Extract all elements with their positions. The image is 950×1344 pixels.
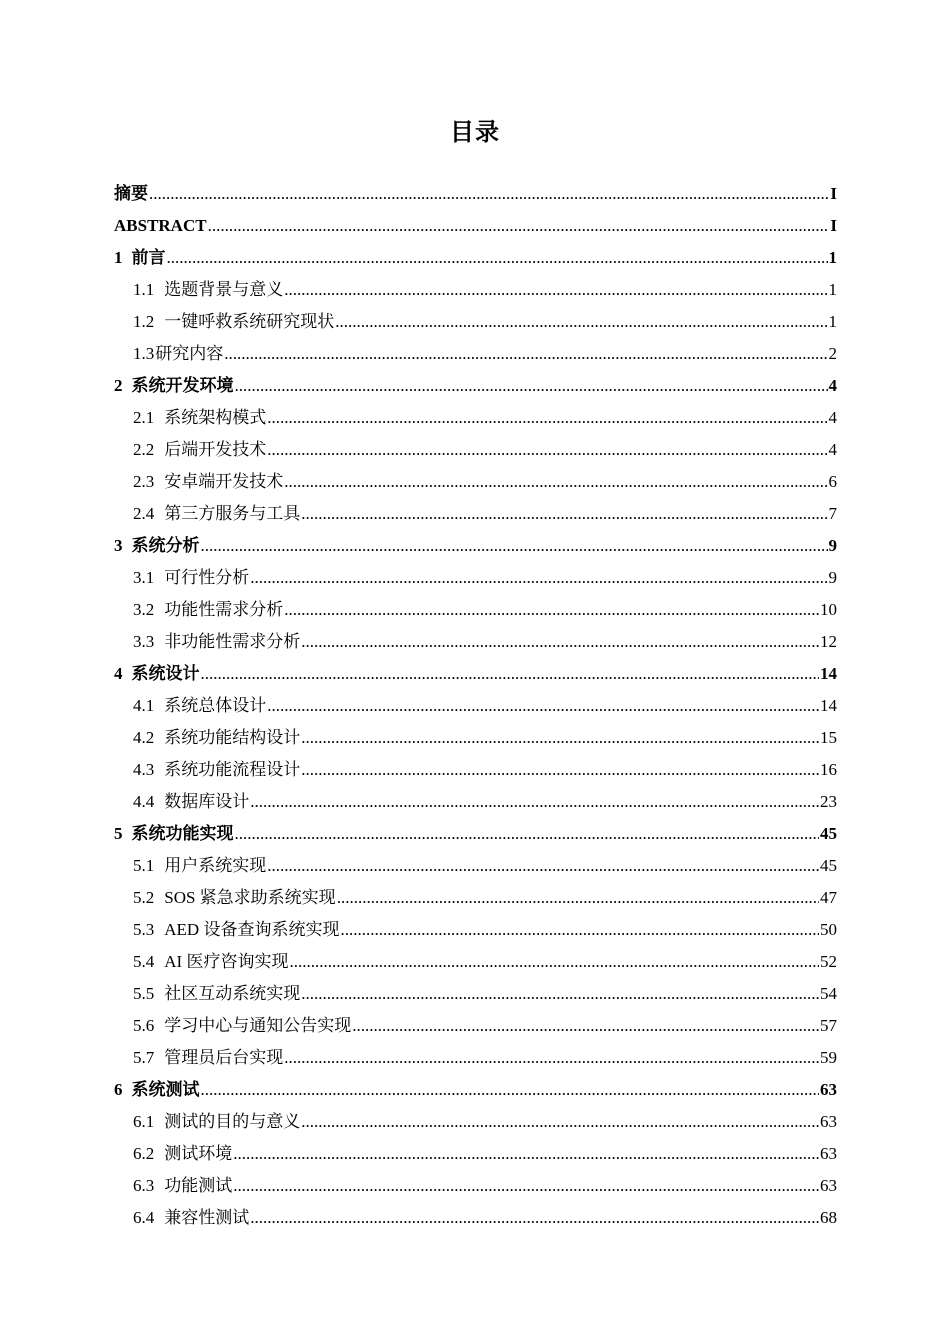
toc-entry-page-number: 14 (820, 696, 837, 715)
toc-entry-number: 4.3 (133, 760, 155, 779)
toc-entry[interactable] (114, 786, 837, 818)
toc-entry-label: 可行性分析 (164, 568, 250, 587)
toc-entry-label: 兼容性测试 (164, 1208, 250, 1227)
toc-entry-number: 3.1 (133, 568, 155, 587)
toc-entry-page-number: I (830, 216, 837, 235)
toc-dot-leader (284, 466, 827, 498)
toc-entry-page-number: 4 (828, 408, 837, 427)
toc-dot-leader (267, 690, 819, 722)
toc-dot-leader (250, 786, 819, 818)
toc-dot-leader (301, 1106, 819, 1138)
toc-entry-number: 3.2 (133, 600, 155, 619)
toc-entry-number: 5.4 (133, 952, 155, 971)
toc-entry-page-number: 7 (828, 504, 837, 523)
toc-entry-label: ABSTRACT (114, 216, 207, 235)
toc-entry-number: 1.1 (133, 280, 155, 299)
toc-entry-label: 社区互动系统实现 (164, 984, 301, 1003)
toc-entry-page-number: 4 (828, 376, 837, 395)
toc-entry-label: 系统分析 (131, 536, 200, 555)
toc-dot-leader (340, 914, 819, 946)
toc-entry[interactable] (114, 338, 837, 370)
toc-entry[interactable] (114, 722, 837, 754)
toc-entry-number: 5.5 (133, 984, 155, 1003)
toc-entry[interactable] (114, 370, 837, 402)
toc-dot-leader (337, 882, 819, 914)
toc-entry-label: 用户系统实现 (164, 856, 267, 875)
toc-dot-leader (208, 210, 830, 242)
toc-entry-number: 6.3 (133, 1176, 155, 1195)
toc-entry-label: 研究内容 (155, 344, 224, 363)
toc-entry-number: 1.3 (133, 344, 155, 363)
toc-entry-number: 5.6 (133, 1016, 155, 1035)
toc-entry-page-number: 63 (820, 1112, 837, 1131)
toc-entry-label: 学习中心与通知公告实现 (164, 1016, 352, 1035)
toc-entry-page-number: 63 (820, 1080, 837, 1099)
toc-entry-number: 4.2 (133, 728, 155, 747)
toc-entry-page-number: 45 (820, 856, 837, 875)
toc-dot-leader (149, 178, 829, 210)
toc-dot-leader (233, 1170, 819, 1202)
toc-entry[interactable] (114, 978, 837, 1010)
toc-dot-leader (301, 498, 827, 530)
toc-dot-leader (235, 818, 820, 850)
toc-entry-label: 系统设计 (131, 664, 200, 683)
toc-entry-page-number: 14 (820, 664, 837, 683)
toc-entry[interactable] (114, 1042, 837, 1074)
toc-dot-leader (284, 274, 827, 306)
toc-entry-number: 6.4 (133, 1208, 155, 1227)
toc-dot-leader (284, 594, 819, 626)
table-of-contents (114, 178, 837, 1234)
toc-entry-number: 6.2 (133, 1144, 155, 1163)
toc-entry-label: 系统总体设计 (164, 696, 267, 715)
toc-entry-label: AI 医疗咨询实现 (164, 952, 289, 971)
toc-entry[interactable] (114, 178, 837, 210)
toc-entry-label: 功能测试 (164, 1176, 233, 1195)
toc-entry[interactable] (114, 1010, 837, 1042)
toc-dot-leader (267, 850, 819, 882)
toc-entry-number: 3 (114, 536, 123, 555)
toc-entry[interactable] (114, 658, 837, 690)
toc-entry[interactable] (114, 754, 837, 786)
toc-entry-page-number: 9 (828, 568, 837, 587)
toc-entry[interactable] (114, 210, 837, 242)
toc-entry-label: 一键呼救系统研究现状 (164, 312, 335, 331)
toc-entry-number: 3.3 (133, 632, 155, 651)
toc-entry-label: 测试的目的与意义 (164, 1112, 301, 1131)
toc-entry[interactable] (114, 466, 837, 498)
toc-entry-page-number: 4 (828, 440, 837, 459)
toc-entry-label: 系统测试 (131, 1080, 200, 1099)
toc-entry[interactable] (114, 498, 837, 530)
toc-entry-page-number: 23 (820, 792, 837, 811)
toc-dot-leader (201, 1074, 820, 1106)
toc-entry-page-number: 2 (828, 344, 837, 363)
toc-entry-number: 2.4 (133, 504, 155, 523)
toc-entry-page-number: 59 (820, 1048, 837, 1067)
toc-dot-leader (301, 978, 819, 1010)
toc-entry-page-number: 1 (828, 280, 837, 299)
toc-entry-page-number: 63 (820, 1176, 837, 1195)
toc-entry[interactable] (114, 914, 837, 946)
toc-entry-page-number: 12 (820, 632, 837, 651)
toc-entry-label: AED 设备查询系统实现 (164, 920, 340, 939)
toc-dot-leader (352, 1010, 819, 1042)
toc-entry-page-number: 10 (820, 600, 837, 619)
toc-dot-leader (233, 1138, 819, 1170)
toc-dot-leader (284, 1042, 819, 1074)
toc-dot-leader (267, 402, 827, 434)
toc-entry-label: SOS 紧急求助系统实现 (164, 888, 336, 907)
toc-dot-leader (250, 1202, 819, 1234)
toc-entry-page-number: 54 (820, 984, 837, 1003)
toc-entry-number: 5.1 (133, 856, 155, 875)
toc-dot-leader (335, 306, 827, 338)
toc-entry-label: 后端开发技术 (164, 440, 267, 459)
toc-entry-label: 管理员后台实现 (164, 1048, 284, 1067)
toc-entry[interactable] (114, 530, 837, 562)
toc-entry-label: 安卓端开发技术 (164, 472, 284, 491)
toc-entry-label: 数据库设计 (164, 792, 250, 811)
toc-entry[interactable] (114, 402, 837, 434)
toc-entry-number: 5 (114, 824, 123, 843)
toc-entry-page-number: I (830, 184, 837, 203)
toc-entry[interactable] (114, 1106, 837, 1138)
toc-entry-number: 5.2 (133, 888, 155, 907)
toc-entry[interactable] (114, 1138, 837, 1170)
toc-entry-page-number: 50 (820, 920, 837, 939)
toc-entry[interactable] (114, 274, 837, 306)
toc-entry[interactable] (114, 1202, 837, 1234)
toc-dot-leader (201, 530, 828, 562)
toc-entry-number: 4.1 (133, 696, 155, 715)
toc-entry-number: 5.7 (133, 1048, 155, 1067)
toc-dot-leader (167, 242, 828, 274)
toc-dot-leader (301, 722, 819, 754)
toc-entry-number: 2.1 (133, 408, 155, 427)
toc-entry-label: 功能性需求分析 (164, 600, 284, 619)
toc-entry[interactable] (114, 1074, 837, 1106)
toc-entry-label: 非功能性需求分析 (164, 632, 301, 651)
toc-dot-leader (224, 338, 827, 370)
toc-entry-label: 系统功能结构设计 (164, 728, 301, 747)
toc-entry-page-number: 68 (820, 1208, 837, 1227)
toc-entry-page-number: 47 (820, 888, 837, 907)
toc-entry-label: 系统架构模式 (164, 408, 267, 427)
toc-entry-number: 2.3 (133, 472, 155, 491)
toc-entry-number: 2.2 (133, 440, 155, 459)
toc-entry[interactable] (114, 850, 837, 882)
toc-entry[interactable] (114, 818, 837, 850)
toc-entry-label: 测试环境 (164, 1144, 233, 1163)
toc-entry-page-number: 6 (828, 472, 837, 491)
toc-entry-label: 系统功能流程设计 (164, 760, 301, 779)
toc-entry-page-number: 9 (828, 536, 837, 555)
toc-entry[interactable] (114, 882, 837, 914)
toc-entry[interactable] (114, 306, 837, 338)
toc-entry-number: 4 (114, 664, 123, 683)
toc-entry-label: 选题背景与意义 (164, 280, 284, 299)
toc-entry-label: 第三方服务与工具 (164, 504, 301, 523)
toc-entry-number: 4.4 (133, 792, 155, 811)
toc-entry-page-number: 16 (820, 760, 837, 779)
toc-entry[interactable] (114, 1170, 837, 1202)
toc-dot-leader (250, 562, 827, 594)
toc-dot-leader (201, 658, 820, 690)
toc-entry-number: 5.3 (133, 920, 155, 939)
toc-entry-number: 6.1 (133, 1112, 155, 1131)
toc-entry[interactable] (114, 626, 837, 658)
toc-dot-leader (267, 434, 827, 466)
toc-dot-leader (301, 754, 819, 786)
toc-entry-label: 系统开发环境 (131, 376, 234, 395)
toc-entry-number: 1.2 (133, 312, 155, 331)
toc-entry-number: 2 (114, 376, 123, 395)
toc-entry-label: 前言 (131, 248, 166, 267)
toc-entry-page-number: 1 (828, 248, 837, 267)
page-title: 目录 (450, 120, 500, 146)
toc-entry-page-number: 45 (820, 824, 837, 843)
toc-entry[interactable] (114, 594, 837, 626)
toc-entry-page-number: 15 (820, 728, 837, 747)
toc-entry-page-number: 1 (828, 312, 837, 331)
toc-entry[interactable] (114, 690, 837, 722)
toc-entry-page-number: 52 (820, 952, 837, 971)
toc-entry-label: 摘要 (114, 184, 148, 203)
toc-entry[interactable] (114, 562, 837, 594)
toc-entry-page-number: 63 (820, 1144, 837, 1163)
toc-entry-page-number: 57 (820, 1016, 837, 1035)
toc-entry[interactable] (114, 434, 837, 466)
toc-dot-leader (289, 946, 819, 978)
toc-entry-label: 系统功能实现 (131, 824, 234, 843)
toc-entry[interactable] (114, 946, 837, 978)
toc-dot-leader (301, 626, 819, 658)
toc-dot-leader (235, 370, 828, 402)
toc-entry[interactable] (114, 242, 837, 274)
toc-entry-number: 6 (114, 1080, 123, 1099)
toc-entry-number: 1 (114, 248, 123, 267)
